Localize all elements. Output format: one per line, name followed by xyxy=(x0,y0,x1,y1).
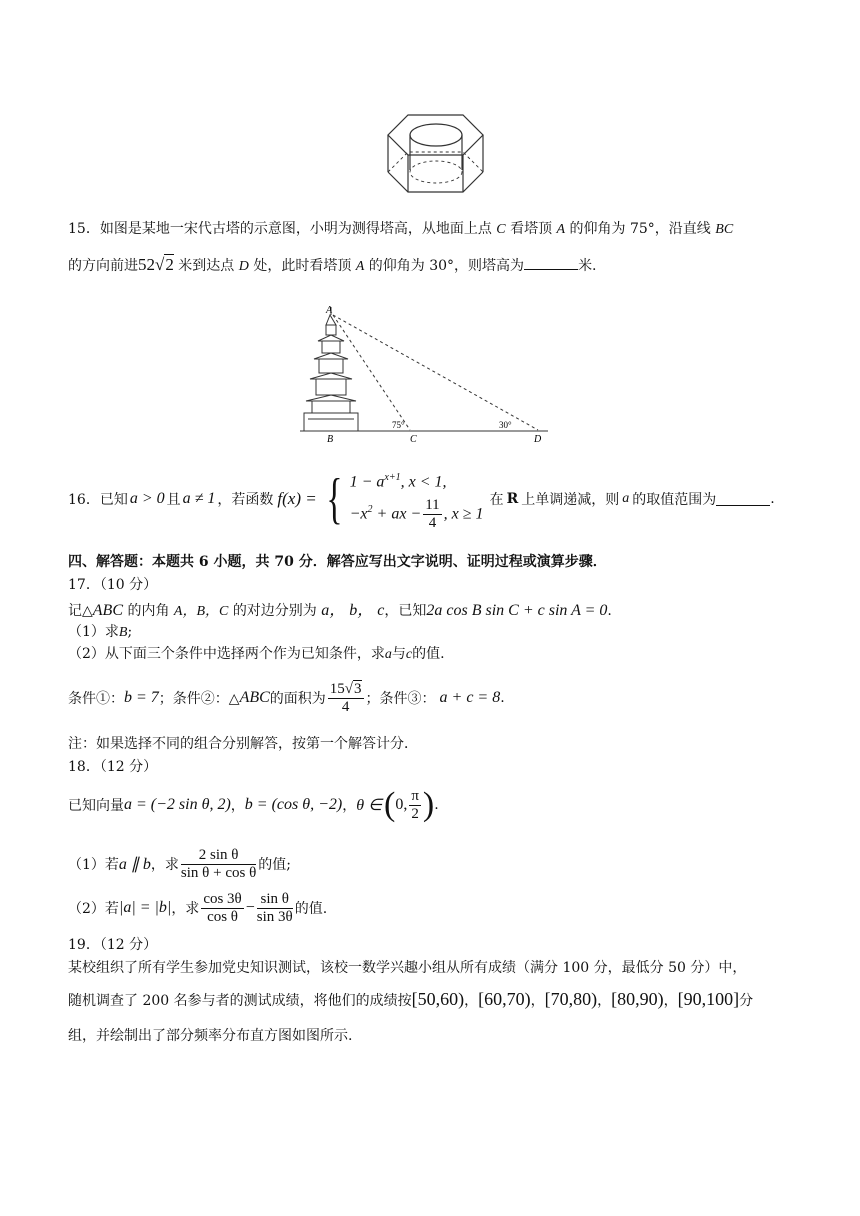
q18-p2-den1: cos θ xyxy=(207,908,238,925)
q19-line1: 某校组织了所有学生参加党史知识测试，该校一数学兴趣小组从所有成绩（满分 100 分，最低分 50 分）中， xyxy=(68,960,747,976)
angle-c-label: 75° xyxy=(392,420,405,430)
q17-var-b: B xyxy=(118,625,128,640)
q19-line2 xyxy=(68,989,753,1010)
q16-case1-cond: , x < 1, xyxy=(400,473,447,491)
pagoda-figure xyxy=(298,303,553,447)
q16-case2-cond: , x ≥ 1 xyxy=(443,504,484,522)
q17-text: 的对边分别为 xyxy=(232,603,317,619)
pagoda-diagram xyxy=(298,303,553,443)
q17-part2 xyxy=(68,643,445,663)
q15-text: 米. xyxy=(578,258,597,274)
q18-text: （1）若 xyxy=(68,857,119,873)
q17-area-den: 4 xyxy=(341,698,350,715)
q15-line2 xyxy=(68,255,597,275)
angle-d-label: 30° xyxy=(499,420,512,430)
q16-case2 xyxy=(350,495,484,532)
q17-angles: A，B，C xyxy=(173,604,229,619)
q17-text: 的内角 xyxy=(127,603,170,619)
q15-distance-radicand: 2 xyxy=(165,255,174,274)
q15-text: 的方向前进 xyxy=(68,258,138,274)
q19-interval: [70,80) xyxy=(544,989,598,1009)
q18-p2-num2: sin θ xyxy=(257,891,293,909)
q18-text: ，求 xyxy=(150,857,179,873)
q18-p2-fraction1 xyxy=(201,891,243,926)
section-heading: 四、解答题：本题共 6 小题，共 70 分．解答应写出文字说明、证明过程或演算步骤． xyxy=(68,554,607,570)
q19-sep: ， xyxy=(663,993,678,1009)
q16-cond2: a ≠ 1 xyxy=(182,490,216,507)
q18-p2-fraction2 xyxy=(257,891,293,926)
q17-header: 17．（10 分） xyxy=(68,577,158,593)
label-a: A xyxy=(326,305,333,316)
q17-var-a: a xyxy=(384,647,392,662)
q16-text: ，若函数 xyxy=(217,492,274,508)
q15-point-c: C xyxy=(496,222,506,237)
q16-frac-den: 4 xyxy=(428,514,437,531)
q17-conditions xyxy=(68,675,505,721)
q16-text: 的取值范围为 xyxy=(632,492,717,508)
q17-text: ；条件②：△ xyxy=(158,691,240,707)
q18-two: 2 xyxy=(411,805,419,822)
q18-text: . xyxy=(434,797,439,813)
q15-distance: 52√2 xyxy=(138,255,174,274)
q17-text: （1）求 xyxy=(68,624,119,640)
q18-header: 18．（12 分） xyxy=(68,759,158,775)
q18-p1-fraction xyxy=(181,847,256,882)
q18-theta: θ ∈ xyxy=(356,797,383,814)
q18-p2-den2: sin 3θ xyxy=(256,908,293,925)
q17-text: 与 xyxy=(391,646,406,662)
q17-text: 的面积为 xyxy=(269,691,326,707)
q19-text: 随机调查了 200 名参与者的测试成绩，将他们的成绩按 xyxy=(68,993,412,1009)
q17-text: 条件①： xyxy=(68,691,124,707)
label-d: D xyxy=(534,434,542,443)
q16-set-r: R xyxy=(506,491,519,507)
answer-blank xyxy=(716,493,770,506)
q17-text: ; xyxy=(127,624,133,640)
q18-p2-num1: cos 3θ xyxy=(203,890,242,907)
q15-line-bc: BC xyxy=(715,222,734,237)
q17-sides: a， b， c xyxy=(321,602,385,619)
q15-text: 的仰角为 30°，则塔高为 xyxy=(368,258,525,274)
q15-text: 处，此时看塔顶 xyxy=(253,258,352,274)
q18-text: 的值; xyxy=(258,857,291,873)
q18-text: ，求 xyxy=(171,901,200,917)
q17-note: 注：如果选择不同的组合分别解答，按第一个解答计分． xyxy=(68,736,418,752)
q18-interval-left: 0, xyxy=(395,796,408,813)
q15-number: 15． xyxy=(68,221,100,237)
q17-text: . xyxy=(500,690,505,706)
q16-case2-exp: 2 xyxy=(367,503,373,515)
q18-text: ， xyxy=(342,798,357,814)
q17-text: ，已知 xyxy=(384,603,427,619)
q16-text: 在 xyxy=(489,492,504,508)
q16-text: 上单调递减，则 xyxy=(521,492,620,508)
q19-sep: ， xyxy=(464,993,479,1009)
q18-magnitude-eq: |a| = |b| xyxy=(118,899,172,916)
q18-pi-fraction xyxy=(409,788,421,823)
q16-case1 xyxy=(350,466,484,494)
q17-cond1-eq: b = 7 xyxy=(124,689,159,706)
q15-point-a: A xyxy=(355,259,365,274)
q16-number: 16． xyxy=(68,492,100,508)
q19-interval: [60,70) xyxy=(478,989,531,1009)
label-c: C xyxy=(410,434,417,443)
q16-cond1: a > 0 xyxy=(129,490,165,507)
q17-triangle: ABC xyxy=(92,602,123,619)
q18-text: 的值. xyxy=(294,901,328,917)
q15-text: 看塔顶 xyxy=(510,221,553,237)
q16-cases xyxy=(350,466,484,531)
q16-case2-expr: −x xyxy=(349,504,368,522)
q16 xyxy=(68,464,775,534)
left-paren-icon: ( xyxy=(384,786,396,823)
q18-text: 已知向量 xyxy=(68,798,124,814)
q17-area-fraction: $\frac{15√3}{4}$ xyxy=(329,680,362,715)
q15-text: 的仰角为 75°，沿直线 xyxy=(569,221,711,237)
q16-case1-expr: 1 − a xyxy=(349,473,385,491)
q16-function: f(x) = xyxy=(277,489,317,508)
q17-part1 xyxy=(68,621,132,641)
q17-triangle: ABC xyxy=(239,689,270,706)
prism-diagram xyxy=(378,110,488,200)
brace-icon: { xyxy=(326,468,343,530)
q18-minus: − xyxy=(245,899,255,916)
q16-frac-num: 11 xyxy=(425,496,440,513)
q18-vector-a: a = (−2 sin θ, 2) xyxy=(124,796,231,813)
q15-text: 如图是某地一宋代古塔的示意图，小明为测得塔高，从地面上点 xyxy=(99,221,492,237)
q17-text: ；条件③： xyxy=(365,691,436,707)
q16-case2-expr: + ax − xyxy=(376,504,422,522)
q18-part2 xyxy=(68,887,327,929)
label-b: B xyxy=(327,434,334,443)
q19-interval: [90,100] xyxy=(677,989,740,1009)
q18-p1-num: 2 sin θ xyxy=(181,847,256,865)
right-paren-icon: ) xyxy=(422,786,435,823)
q15-point-a: A xyxy=(556,222,566,237)
q16-text: 且 xyxy=(166,492,181,508)
q19-text: 分 xyxy=(739,993,754,1009)
q18-stem xyxy=(68,784,439,826)
q16-var-a: a xyxy=(622,491,630,506)
q16-case1-exp: x+1 xyxy=(384,472,401,484)
q18-p1-den: sin θ + cos θ xyxy=(180,864,257,881)
q15-point-d: D xyxy=(238,259,249,274)
q16-text: 已知 xyxy=(99,492,128,508)
q17-text: 记△ xyxy=(68,603,93,619)
q16-fraction xyxy=(423,497,441,532)
q18-part1 xyxy=(68,843,291,885)
q16-text: . xyxy=(770,491,775,507)
q17-text: 的值. xyxy=(412,646,445,662)
q15-text: 米到达点 xyxy=(178,258,235,274)
q19-sep: ， xyxy=(530,993,545,1009)
q17-cond3-eq: a + c = 8 xyxy=(439,689,501,706)
q17-area-radicand: 3 xyxy=(354,680,362,697)
q18-pi: π xyxy=(411,787,419,804)
q19-interval: [80,90) xyxy=(611,989,664,1009)
q19-header: 19．（12 分） xyxy=(68,937,158,953)
q17-text: （2）从下面三个条件中选择两个作为已知条件，求 xyxy=(68,646,385,662)
q18-vector-b: b = (cos θ, −2) xyxy=(244,796,343,813)
answer-blank xyxy=(524,257,578,270)
q19-interval: [50,60) xyxy=(411,989,465,1009)
q17-var-c: c xyxy=(405,647,413,662)
q17-stem xyxy=(68,597,612,620)
q19-line3: 组，并绘制出了部分频率分布直方图如图所示. xyxy=(68,1028,353,1044)
q15-line1 xyxy=(68,218,733,238)
q18-text: （2）若 xyxy=(68,901,119,917)
q18-parallel: a ∥ b xyxy=(118,856,151,873)
prism-figure xyxy=(378,110,488,204)
q15-distance-coef: 52 xyxy=(138,255,155,274)
q17-text: . xyxy=(607,603,612,619)
q17-area-num: 15 xyxy=(329,680,345,697)
q17-equation: 2a cos B sin C + c sin A = 0 xyxy=(426,602,608,619)
q18-text: ， xyxy=(230,798,245,814)
q19-sep: ， xyxy=(597,993,612,1009)
